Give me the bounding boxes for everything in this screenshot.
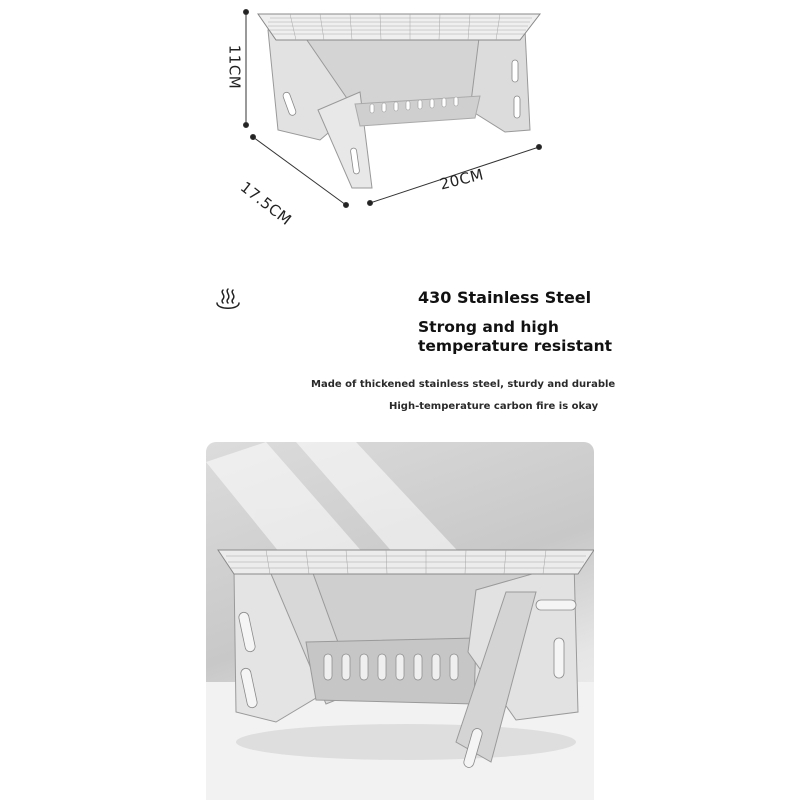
grill-diagram [0,0,800,230]
grill-illustration [258,14,540,188]
feature-title: 430 Stainless Steel [418,288,592,307]
depth-dimension-label: 17.5CM [236,178,296,230]
grill-photo-illustration [206,442,594,800]
width-dimension-label: 20CM [438,165,486,194]
feature-description-line1: Made of thickened stainless steel, sturdy and durable [311,379,616,390]
product-photo [206,442,594,800]
feature-subtitle-line1: Strong and high [418,318,559,336]
feature-description-line2: High-temperature carbon fire is okay [389,401,599,412]
heat-icon [214,287,242,313]
feature-subtitle-line2: temperature resistant [418,337,613,355]
height-dimension-label: 11CM [225,44,244,90]
